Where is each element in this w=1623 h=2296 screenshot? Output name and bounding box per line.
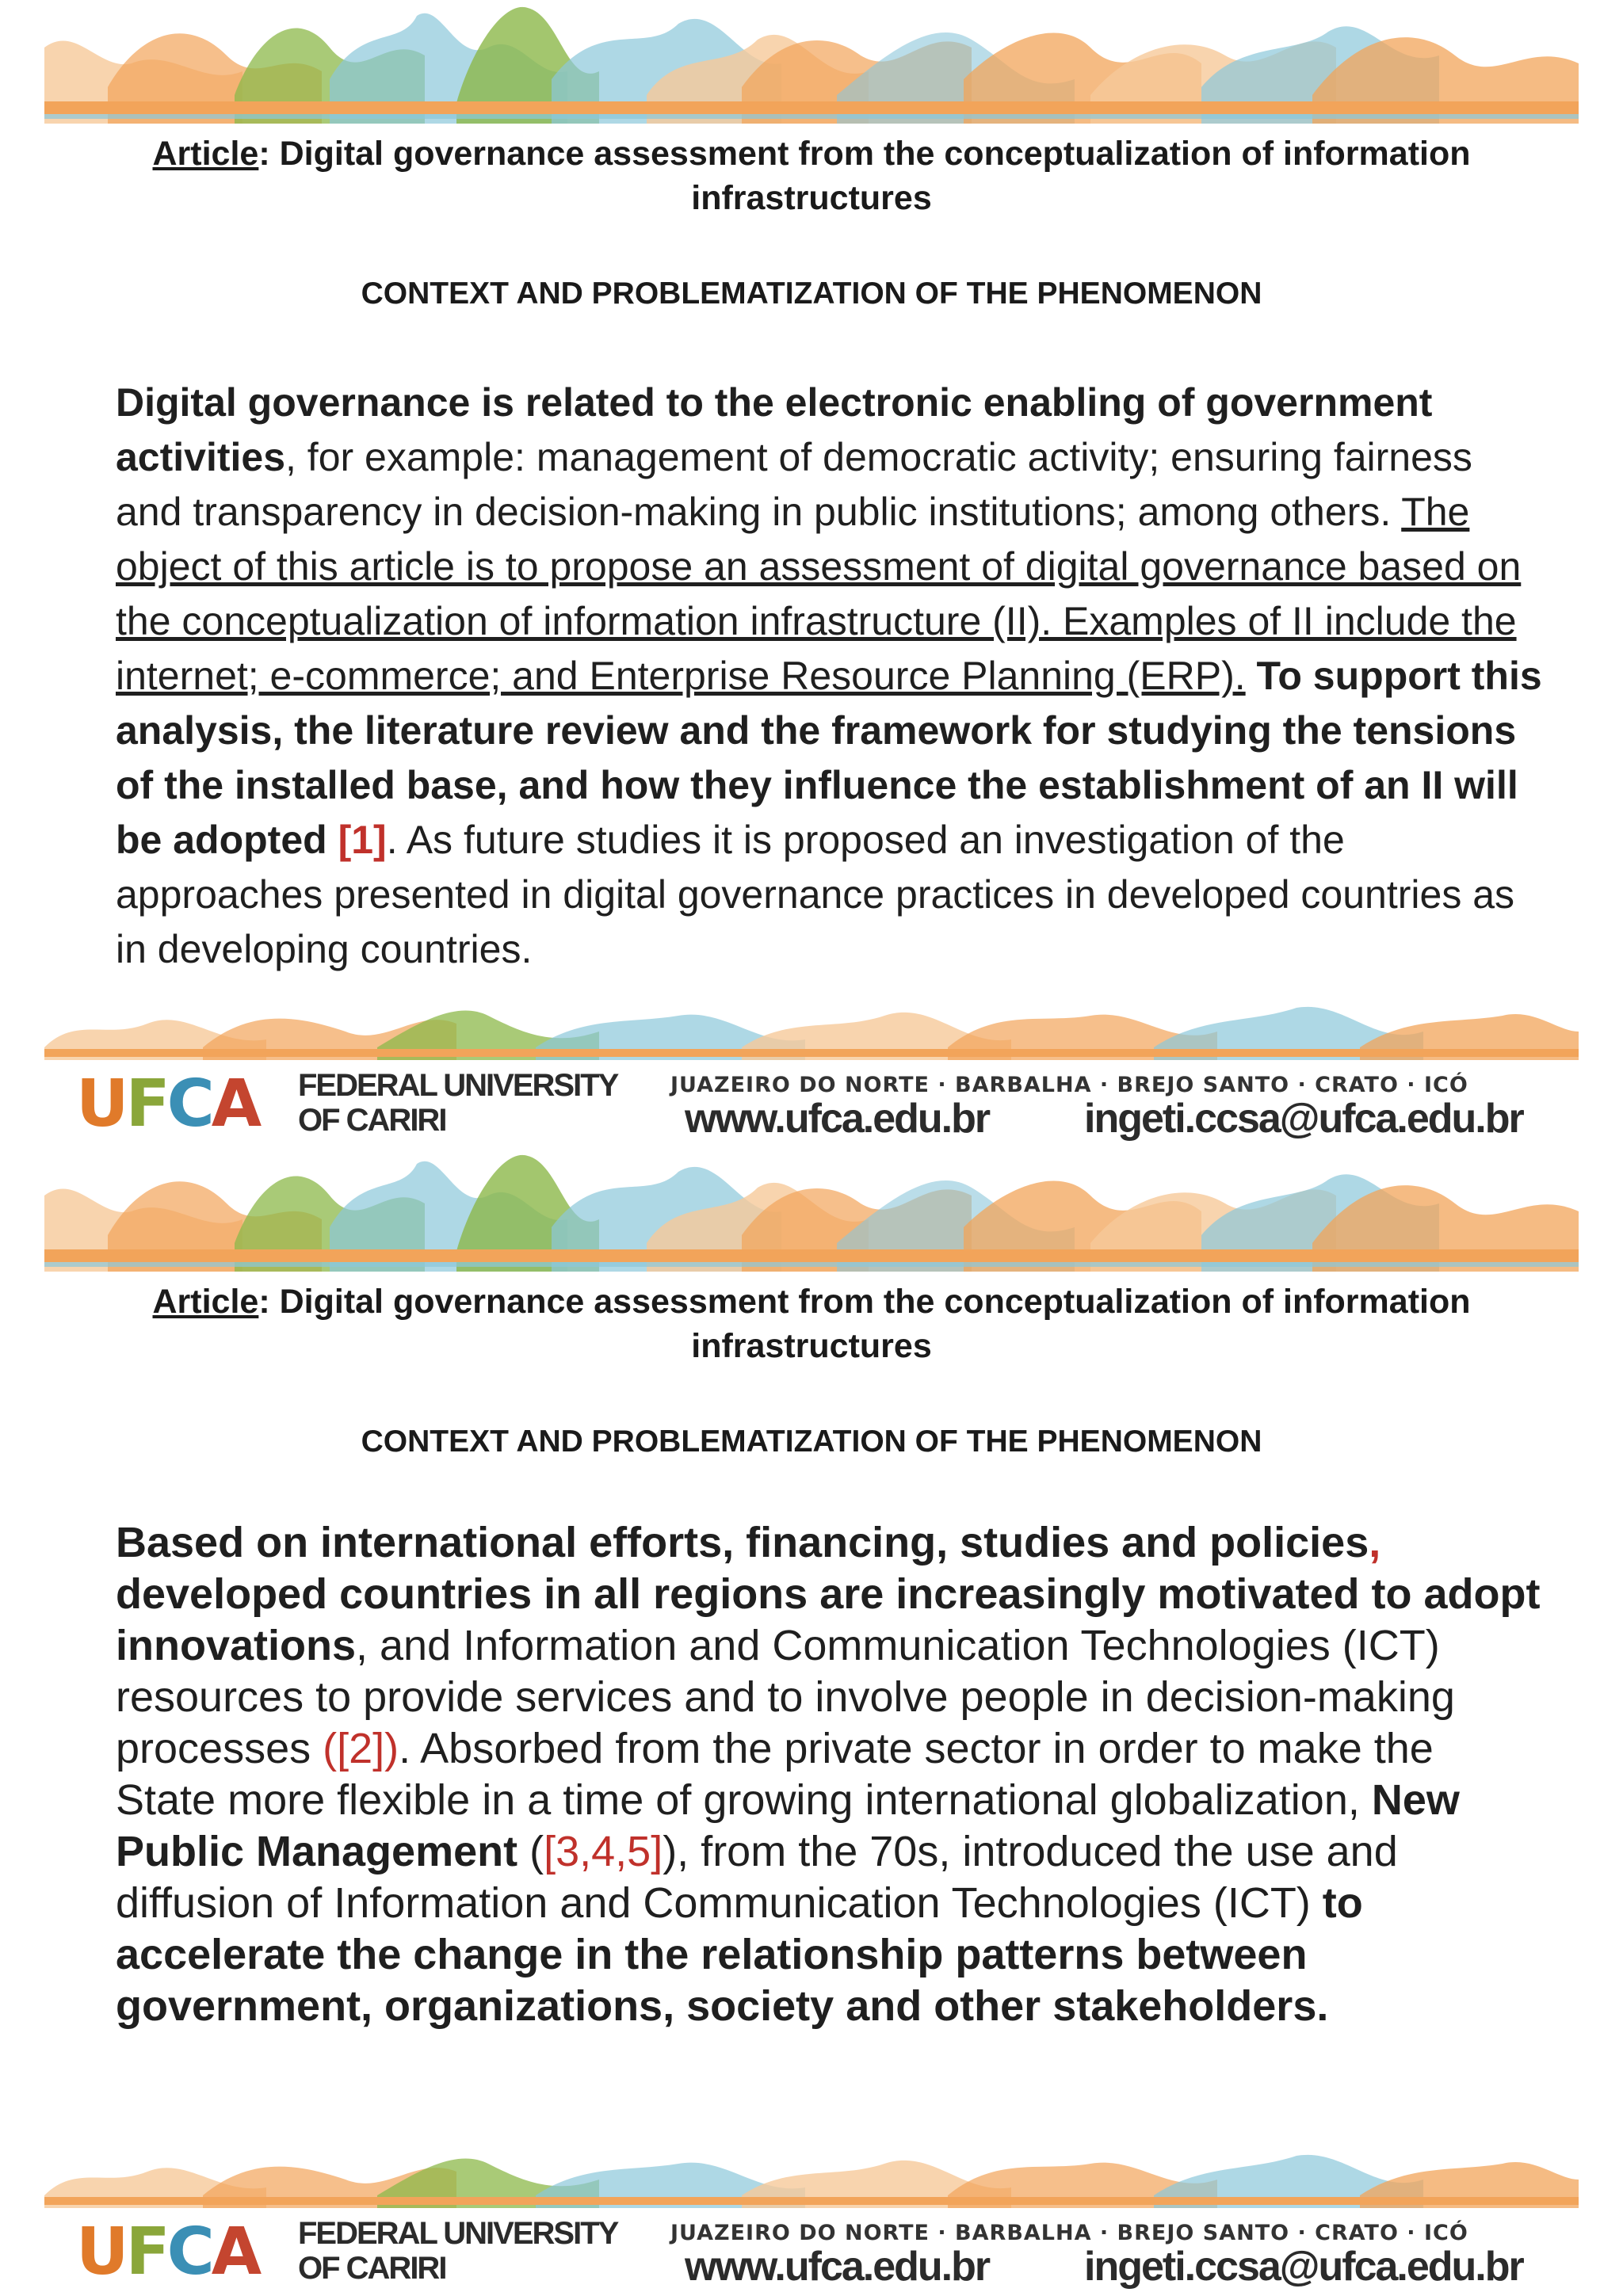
decorative-wave-banner	[44, 0, 1579, 124]
citation-ref: ([2])	[323, 1725, 399, 1772]
body-paragraph	[116, 376, 1542, 977]
text-run: . As future studies it is proposed an investigation of the approaches presented in digital governance practices in developed countries as in developing countries.	[116, 818, 1515, 971]
bold-phrase: New Public Management	[116, 1776, 1460, 1875]
article-title	[111, 1280, 1512, 1368]
logo-letter-u: U	[76, 1066, 126, 1142]
footer	[44, 1060, 1579, 1148]
decorative-wave-banner	[44, 1148, 1579, 1272]
logo-letter-a: A	[211, 2214, 259, 2290]
ufca-logo	[76, 2214, 259, 2290]
section-heading: CONTEXT AND PROBLEMATIZATION OF THE PHENOMENON	[361, 277, 1262, 311]
logo-letter-u: U	[76, 2214, 126, 2290]
university-name	[298, 2216, 694, 2286]
email-link[interactable]: ingeti.ccsa@ufca.edu.br	[1084, 2244, 1523, 2290]
bold-phrase: Based on international efforts, financing, studies and policies	[116, 1519, 1369, 1566]
article-title-lead: Article	[152, 135, 259, 173]
text-run: . Absorbed from the private sector in order to make the State more flexible in a time of growing international globalization,	[116, 1725, 1434, 1824]
campus-list: JUAZEIRO DO NORTE · BARBALHA · BREJO SANTO · CRATO · ICÓ	[670, 2221, 1468, 2245]
article-title-lead: Article	[152, 1283, 259, 1321]
body-paragraph	[116, 1517, 1542, 2032]
email-link[interactable]: ingeti.ccsa@ufca.edu.br	[1084, 1096, 1523, 1142]
university-name	[298, 1068, 694, 1138]
website-link[interactable]: www.ufca.edu.br	[685, 1096, 990, 1142]
decorative-wave-footer-band	[44, 1000, 1579, 1060]
citation-ref: [1]	[338, 818, 387, 862]
campus-list: JUAZEIRO DO NORTE · BARBALHA · BREJO SANTO · CRATO · ICÓ	[670, 1073, 1468, 1097]
ufca-logo	[76, 1066, 259, 1142]
article-title-text: : Digital governance assessment from the conceptualization of information infrastructures	[258, 1283, 1471, 1365]
text-run: , and Information and Communication Technologies (ICT) resources to provide services and to involve people in decision-making processes	[116, 1622, 1455, 1772]
underlined-phrase: The object of this article is to propose an assessment of digital governance based on the conceptualization of information infrastructure (II). Examples of II include the internet; e-commerce; and Enterprise Resource Planning (ERP).	[116, 490, 1522, 698]
bold-phrase: to accelerate the change in the relationship patterns between government, organizations, society and other stakeholders.	[116, 1879, 1363, 2030]
logo-letter-f: F	[125, 2214, 167, 2290]
logo-letter-c: C	[166, 2214, 212, 2290]
bold-phrase: Digital governance is related to the electronic enabling of government activities	[116, 380, 1433, 479]
decorative-wave-footer-band	[44, 2148, 1579, 2208]
article-title-text: : Digital governance assessment from the conceptualization of information infrastructures	[258, 135, 1471, 217]
university-name-line-1: FEDERAL UNIVERSITY	[298, 1068, 618, 1103]
university-name-line-2: OF CARIRI	[298, 2251, 446, 2286]
article-title	[111, 132, 1512, 220]
slide-2	[0, 1148, 1623, 2296]
bold-phrase: developed countries in all regions are increasingly motivated to adopt innovations	[116, 1570, 1541, 1669]
footer	[44, 2208, 1579, 2296]
university-name-line-2: OF CARIRI	[298, 1103, 446, 1138]
logo-letter-a: A	[211, 1066, 259, 1142]
website-link[interactable]: www.ufca.edu.br	[685, 2244, 990, 2290]
citation-ref: [3,4,5]	[544, 1828, 663, 1875]
logo-letter-c: C	[166, 1066, 212, 1142]
bold-phrase: To support this analysis, the literature review and the framework for studying the tensions of the installed base, and how they influence the establishment of an II will be adopted	[116, 654, 1542, 862]
red-comma: ,	[1369, 1519, 1381, 1566]
logo-letter-f: F	[125, 1066, 167, 1142]
university-name-line-1: FEDERAL UNIVERSITY	[298, 2216, 618, 2251]
text-run: ), from the 70s, introduced the use and diffusion of Information and Communication Technologies (ICT)	[116, 1828, 1398, 1927]
section-heading: CONTEXT AND PROBLEMATIZATION OF THE PHENOMENON	[361, 1425, 1262, 1459]
text-run: (	[517, 1828, 544, 1875]
text-run: , for example: management of democratic activity; ensuring fairness and transparency in decision-making in public institutions; among others.	[116, 435, 1472, 534]
